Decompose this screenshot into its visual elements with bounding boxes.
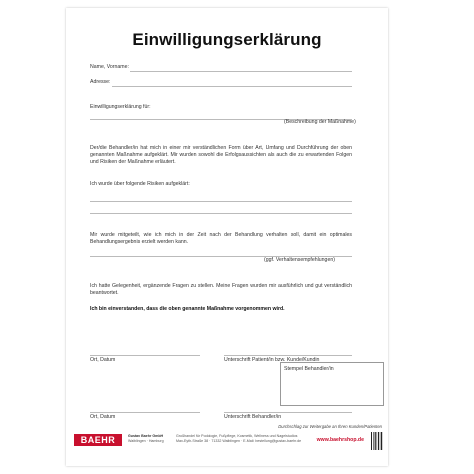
- footer: [66, 431, 388, 451]
- company-address: Max-Eyth-Straße 38 · 71332 Waiblingen · E-Mail: bestellung@gustav-baehr.de: [176, 439, 302, 443]
- risks-line-1[interactable]: [90, 201, 352, 202]
- paragraph-questions: Ich hatte Gelegenheit, ergänzende Fragen zu stellen. Meine Fragen wurden mir ausführlich und gut verständlich beantwortet.: [90, 283, 352, 297]
- consent-form-sheet: [66, 8, 388, 466]
- risks-line-2[interactable]: [90, 213, 352, 214]
- place-date-label-2: Ort, Datum: [90, 414, 116, 420]
- place-date-label-1: Ort, Datum: [90, 357, 116, 363]
- name-line[interactable]: [130, 71, 352, 72]
- paragraph-explanation: Der/die Behandler/in hat mich in einer mir verständlichen Form über Art, Umfang und Durchführung der oben genannten Maßnahme aufgeklärt. Mir wurden sowohl die Erfolgsaussichten als auch die zu erwartenden Folgen und Risiken der Maßnahme erläutert.: [90, 145, 352, 166]
- practitioner-signature-line[interactable]: [224, 412, 352, 413]
- name-label: Name, Vorname:: [90, 64, 129, 70]
- measure-desc-label: (Beschreibung der Maßnahme): [284, 119, 356, 125]
- company-description: Großhandel für Podologie, Fußpflege, Kosmetik, Wellness und Nagelstudios: [176, 434, 298, 438]
- recommendations-label: (ggf. Verhaltensempfehlungen): [264, 257, 335, 263]
- shop-link[interactable]: www.baehrshop.de: [316, 437, 364, 443]
- page-title: Einwilligungserklärung: [132, 30, 322, 49]
- agreement-statement: Ich bin einverstanden, dass die oben genannte Maßnahme vorgenommen wird.: [90, 306, 285, 312]
- company-locations: Waiblingen · Hamburg: [128, 439, 164, 443]
- paragraph-aftercare: Mir wurde mitgeteilt, wie ich mich in der Zeit nach der Behandlung verhalten soll, damit ein optimales Behandlungsergebnis erzielt werden kann.: [90, 232, 352, 246]
- place-date-line-1[interactable]: [90, 355, 200, 356]
- practitioner-signature-label: Unterschrift Behandler/in: [224, 414, 282, 420]
- baehr-logo: BAEHR: [74, 434, 122, 446]
- stamp-label: Stempel Behandler/in: [284, 366, 334, 372]
- address-line[interactable]: [112, 86, 352, 87]
- company-name: Gustav Baehr GmbH: [128, 434, 164, 438]
- barcode-icon: [370, 431, 384, 451]
- consent-for-label: Einwilligungserklärung für:: [90, 104, 151, 110]
- place-date-line-2[interactable]: [90, 412, 200, 413]
- footer-note: Durchschlag zur Weitergabe an Ihren Kunden/Patienten: [278, 424, 382, 429]
- risks-label: Ich wurde über folgende Risiken aufgeklärt:: [90, 181, 190, 187]
- stamp-box[interactable]: [280, 362, 384, 406]
- patient-signature-label: Unterschrift Patient/in bzw. Kunde/Kundin: [224, 357, 320, 363]
- patient-signature-line[interactable]: [224, 355, 352, 356]
- address-label: Adresse:: [90, 79, 111, 85]
